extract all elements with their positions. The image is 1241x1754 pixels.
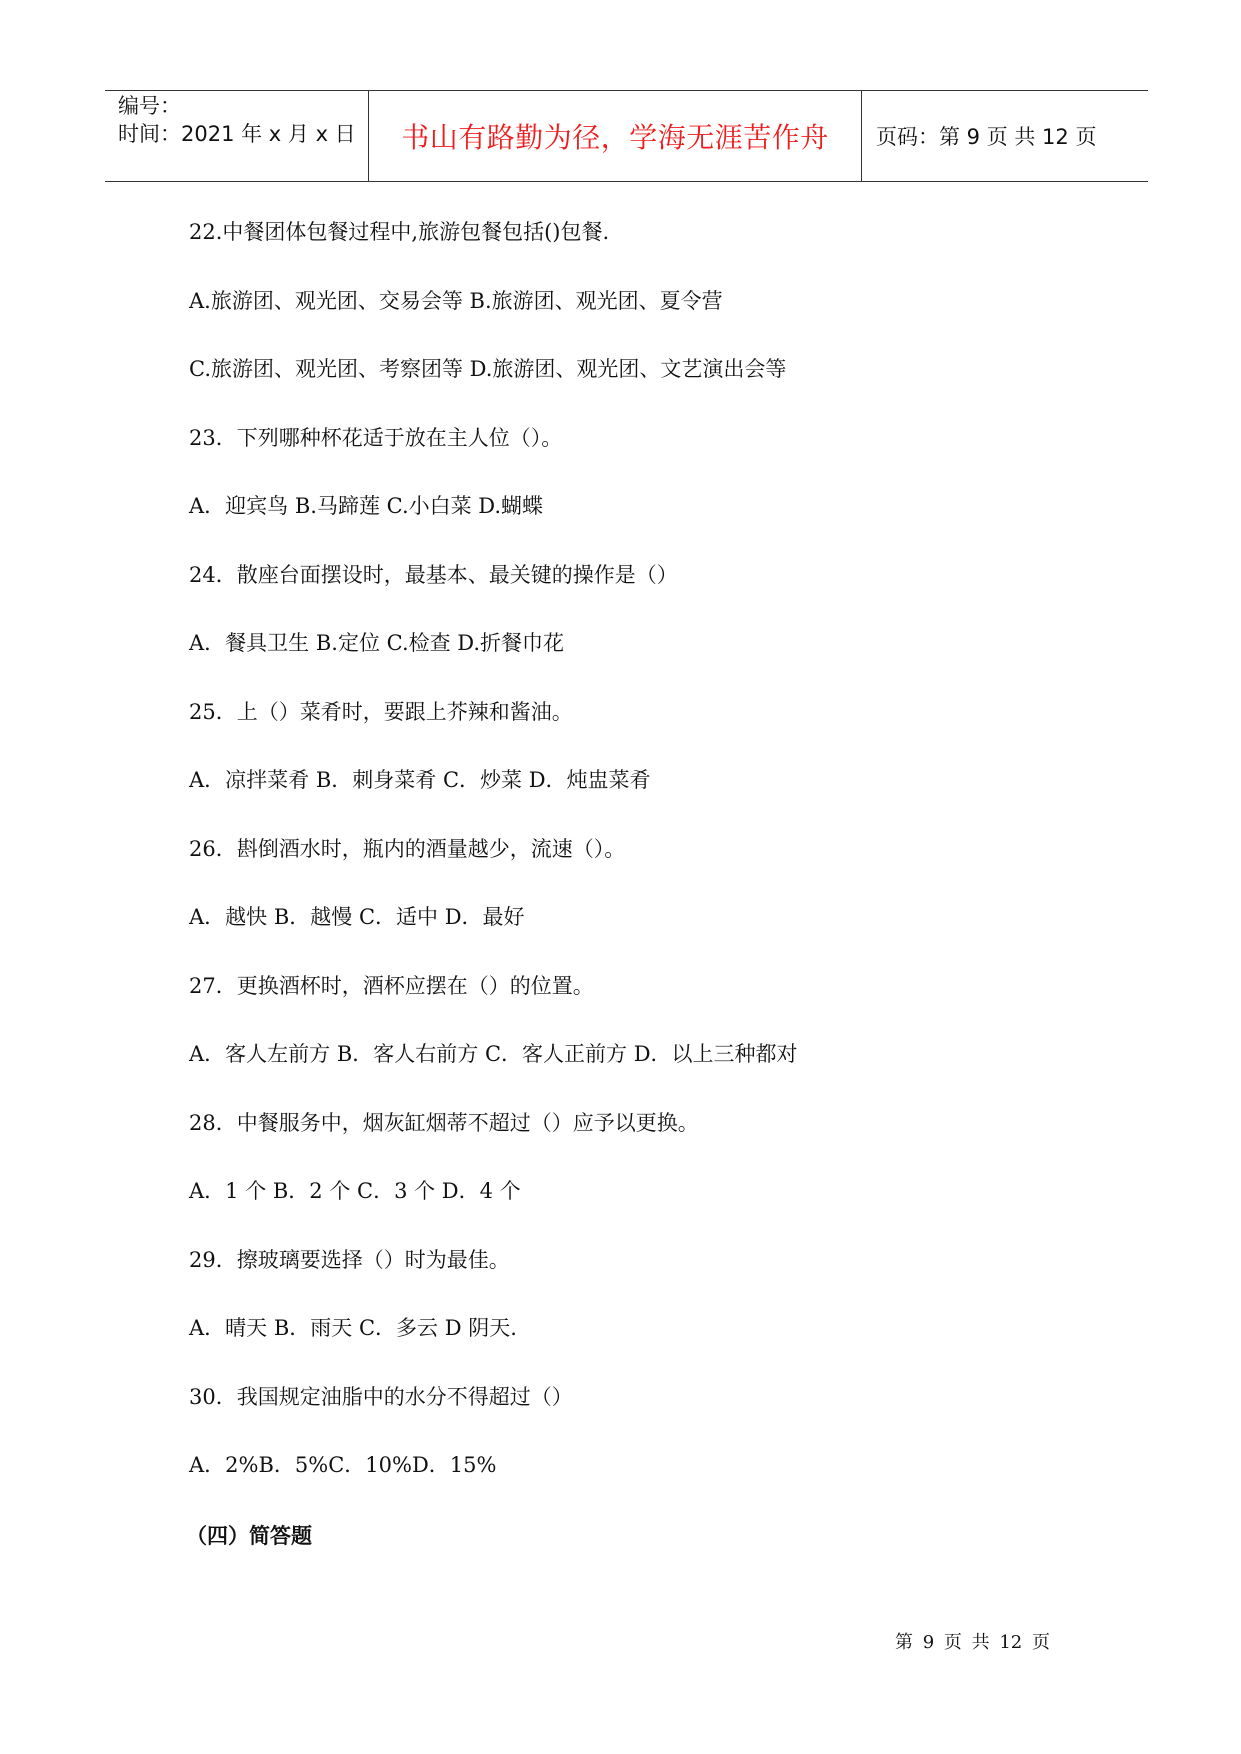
question-22-options-ab: A.旅游团、观光团、交易会等 B.旅游团、观光团、夏令营 [189,288,723,313]
header-motto-cell [369,91,862,181]
question-27-options: A．客人左前方 B．客人右前方 C．客人正前方 D．以上三种都对 [189,1042,798,1066]
question-30: 30．我国规定油脂中的水分不得超过（） [189,1384,573,1409]
section-title: （四）简答题 [186,1524,312,1548]
question-29-options: A．晴天 B．雨天 C．多云 D 阴天. [189,1316,517,1340]
question-22-options-cd: C.旅游团、观光团、考察团等 D.旅游团、观光团、文艺演出会等 [189,357,787,381]
question-25: 25．上（）菜肴时，要跟上芥辣和酱油。 [189,699,573,724]
page-footer: 第 9 页 共 12 页 [895,1632,1050,1653]
header-page-cell [862,91,1148,181]
question-26: 26．斟倒酒水时，瓶内的酒量越少，流速（）。 [189,836,626,861]
question-29: 29．擦玻璃要选择（）时为最佳。 [189,1247,510,1272]
serial-number-label: 编号： [118,94,181,118]
question-22: 22.中餐团体包餐过程中,旅游包餐包括()包餐. [189,220,610,244]
question-28: 28．中餐服务中，烟灰缸烟蒂不超过（）应予以更换。 [189,1110,699,1135]
page-header [105,90,1148,182]
time-label: 时间：2021 年 x 月 x 日 [118,122,356,146]
question-28-options: A．1 个 B．2 个 C．3 个 D．4 个 [189,1179,521,1203]
page-code-label: 页码：第 9 页 共 12 页 [876,125,1097,149]
question-list [189,218,1089,1520]
question-30-options: A．2%B．5%C．10%D．15% [189,1453,497,1477]
question-23-options: A．迎宾鸟 B.马蹄莲 C.小白菜 D.蝴蝶 [189,494,544,518]
question-26-options: A．越快 B．越慢 C．适中 D．最好 [189,905,525,929]
question-24-options: A．餐具卫生 B.定位 C.检查 D.折餐巾花 [189,631,565,655]
motto-text: 书山有路勤为径，学海无涯苦作舟 [401,121,829,154]
question-25-options: A．凉拌菜肴 B．刺身菜肴 C．炒菜 D．炖盅菜肴 [189,768,651,792]
header-info-cell [105,91,369,181]
question-24: 24．散座台面摆设时，最基本、最关键的操作是（） [189,562,678,587]
question-23: 23．下列哪种杯花适于放在主人位（）。 [189,425,563,450]
question-27: 27．更换酒杯时，酒杯应摆在（）的位置。 [189,973,594,998]
